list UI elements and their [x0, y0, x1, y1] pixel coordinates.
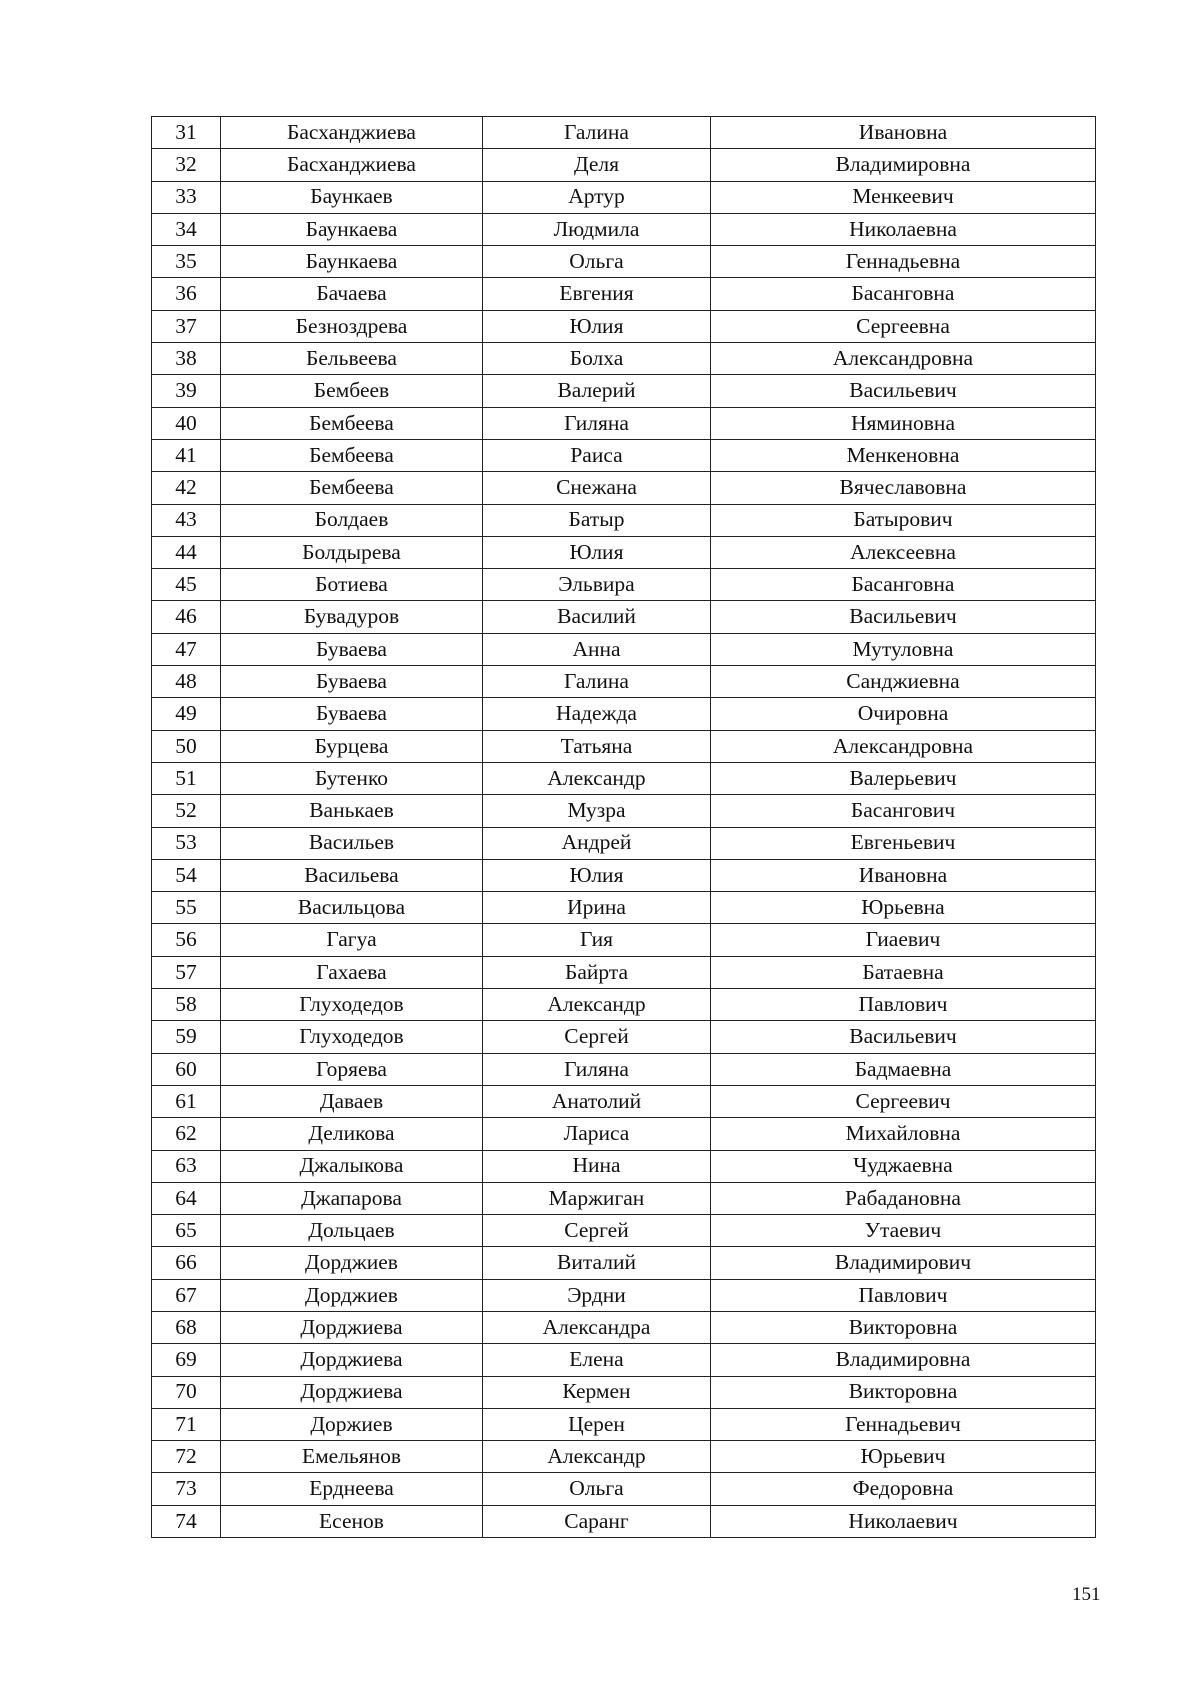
last-name-cell: Буваева — [221, 698, 483, 730]
names-table-body — [152, 117, 1096, 1538]
first-name-cell: Болха — [483, 343, 711, 375]
row-number-cell: 56 — [152, 924, 221, 956]
row-number-cell: 70 — [152, 1376, 221, 1408]
last-name-cell: Бембеева — [221, 439, 483, 471]
first-name-cell: Ирина — [483, 892, 711, 924]
patronymic-cell: Николаевна — [711, 213, 1096, 245]
last-name-cell: Болдырева — [221, 536, 483, 568]
table-row — [152, 1505, 1096, 1537]
row-number-cell: 60 — [152, 1053, 221, 1085]
row-number-cell: 35 — [152, 246, 221, 278]
first-name-cell: Александр — [483, 762, 711, 794]
patronymic-cell: Евгеньевич — [711, 827, 1096, 859]
patronymic-cell: Александровна — [711, 730, 1096, 762]
first-name-cell: Татьяна — [483, 730, 711, 762]
last-name-cell: Дорджиев — [221, 1279, 483, 1311]
row-number-cell: 41 — [152, 439, 221, 471]
patronymic-cell: Алексеевна — [711, 536, 1096, 568]
patronymic-cell: Михайловна — [711, 1118, 1096, 1150]
first-name-cell: Людмила — [483, 213, 711, 245]
first-name-cell: Ольга — [483, 246, 711, 278]
row-number-cell: 54 — [152, 859, 221, 891]
row-number-cell: 53 — [152, 827, 221, 859]
table-row — [152, 698, 1096, 730]
row-number-cell: 72 — [152, 1441, 221, 1473]
last-name-cell: Баункаева — [221, 213, 483, 245]
row-number-cell: 55 — [152, 892, 221, 924]
first-name-cell: Артур — [483, 181, 711, 213]
first-name-cell: Байрта — [483, 956, 711, 988]
table-row — [152, 278, 1096, 310]
last-name-cell: Ботиева — [221, 569, 483, 601]
names-table — [151, 116, 1096, 1538]
row-number-cell: 34 — [152, 213, 221, 245]
patronymic-cell: Вячеславовна — [711, 472, 1096, 504]
first-name-cell: Гиляна — [483, 407, 711, 439]
patronymic-cell: Сергеевна — [711, 310, 1096, 342]
table-row — [152, 569, 1096, 601]
table-row — [152, 1053, 1096, 1085]
row-number-cell: 59 — [152, 1021, 221, 1053]
patronymic-cell: Юрьевна — [711, 892, 1096, 924]
patronymic-cell: Владимирович — [711, 1247, 1096, 1279]
last-name-cell: Емельянов — [221, 1441, 483, 1473]
table-row — [152, 375, 1096, 407]
row-number-cell: 37 — [152, 310, 221, 342]
row-number-cell: 52 — [152, 795, 221, 827]
row-number-cell: 62 — [152, 1118, 221, 1150]
patronymic-cell: Ивановна — [711, 117, 1096, 149]
first-name-cell: Александр — [483, 989, 711, 1021]
patronymic-cell: Валерьевич — [711, 762, 1096, 794]
table-row — [152, 1473, 1096, 1505]
last-name-cell: Джалыкова — [221, 1150, 483, 1182]
first-name-cell: Маржиган — [483, 1182, 711, 1214]
last-name-cell: Баункаева — [221, 246, 483, 278]
first-name-cell: Елена — [483, 1344, 711, 1376]
first-name-cell: Снежана — [483, 472, 711, 504]
row-number-cell: 32 — [152, 149, 221, 181]
patronymic-cell: Федоровна — [711, 1473, 1096, 1505]
last-name-cell: Ванькаев — [221, 795, 483, 827]
patronymic-cell: Николаевич — [711, 1505, 1096, 1537]
last-name-cell: Глуходедов — [221, 989, 483, 1021]
patronymic-cell: Утаевич — [711, 1215, 1096, 1247]
last-name-cell: Бембеев — [221, 375, 483, 407]
last-name-cell: Басханджиева — [221, 117, 483, 149]
table-row — [152, 1150, 1096, 1182]
last-name-cell: Бачаева — [221, 278, 483, 310]
table-row — [152, 633, 1096, 665]
first-name-cell: Юлия — [483, 310, 711, 342]
row-number-cell: 64 — [152, 1182, 221, 1214]
table-row — [152, 310, 1096, 342]
table-row — [152, 859, 1096, 891]
first-name-cell: Анна — [483, 633, 711, 665]
patronymic-cell: Васильевич — [711, 601, 1096, 633]
first-name-cell: Музра — [483, 795, 711, 827]
last-name-cell: Ерднеева — [221, 1473, 483, 1505]
patronymic-cell: Владимировна — [711, 1344, 1096, 1376]
patronymic-cell: Павлович — [711, 1279, 1096, 1311]
first-name-cell: Лариса — [483, 1118, 711, 1150]
table-row — [152, 1021, 1096, 1053]
table-row — [152, 181, 1096, 213]
last-name-cell: Гагуа — [221, 924, 483, 956]
first-name-cell: Кермен — [483, 1376, 711, 1408]
patronymic-cell: Викторовна — [711, 1311, 1096, 1343]
first-name-cell: Валерий — [483, 375, 711, 407]
row-number-cell: 39 — [152, 375, 221, 407]
row-number-cell: 44 — [152, 536, 221, 568]
row-number-cell: 57 — [152, 956, 221, 988]
first-name-cell: Галина — [483, 666, 711, 698]
first-name-cell: Гия — [483, 924, 711, 956]
patronymic-cell: Менкеновна — [711, 439, 1096, 471]
first-name-cell: Андрей — [483, 827, 711, 859]
row-number-cell: 65 — [152, 1215, 221, 1247]
table-row — [152, 1085, 1096, 1117]
patronymic-cell: Басанговна — [711, 278, 1096, 310]
patronymic-cell: Владимировна — [711, 149, 1096, 181]
patronymic-cell: Юрьевич — [711, 1441, 1096, 1473]
row-number-cell: 71 — [152, 1408, 221, 1440]
table-row — [152, 795, 1096, 827]
table-row — [152, 666, 1096, 698]
table-row — [152, 439, 1096, 471]
first-name-cell: Василий — [483, 601, 711, 633]
row-number-cell: 42 — [152, 472, 221, 504]
last-name-cell: Буваева — [221, 666, 483, 698]
first-name-cell: Юлия — [483, 859, 711, 891]
row-number-cell: 48 — [152, 666, 221, 698]
row-number-cell: 46 — [152, 601, 221, 633]
first-name-cell: Гиляна — [483, 1053, 711, 1085]
table-row — [152, 504, 1096, 536]
table-row — [152, 246, 1096, 278]
patronymic-cell: Менкеевич — [711, 181, 1096, 213]
row-number-cell: 43 — [152, 504, 221, 536]
last-name-cell: Бувадуров — [221, 601, 483, 633]
table-row — [152, 149, 1096, 181]
last-name-cell: Джапарова — [221, 1182, 483, 1214]
table-row — [152, 1182, 1096, 1214]
table-row — [152, 213, 1096, 245]
patronymic-cell: Мутуловна — [711, 633, 1096, 665]
first-name-cell: Сергей — [483, 1021, 711, 1053]
patronymic-cell: Чуджаевна — [711, 1150, 1096, 1182]
last-name-cell: Бельвеева — [221, 343, 483, 375]
table-row — [152, 1408, 1096, 1440]
table-row — [152, 601, 1096, 633]
patronymic-cell: Александровна — [711, 343, 1096, 375]
patronymic-cell: Батырович — [711, 504, 1096, 536]
first-name-cell: Саранг — [483, 1505, 711, 1537]
row-number-cell: 50 — [152, 730, 221, 762]
last-name-cell: Баункаев — [221, 181, 483, 213]
last-name-cell: Дольцаев — [221, 1215, 483, 1247]
patronymic-cell: Викторовна — [711, 1376, 1096, 1408]
patronymic-cell: Геннадьевич — [711, 1408, 1096, 1440]
first-name-cell: Эльвира — [483, 569, 711, 601]
row-number-cell: 61 — [152, 1085, 221, 1117]
first-name-cell: Александра — [483, 1311, 711, 1343]
last-name-cell: Гахаева — [221, 956, 483, 988]
last-name-cell: Бутенко — [221, 762, 483, 794]
patronymic-cell: Гиаевич — [711, 924, 1096, 956]
patronymic-cell: Басангович — [711, 795, 1096, 827]
first-name-cell: Галина — [483, 117, 711, 149]
first-name-cell: Раиса — [483, 439, 711, 471]
patronymic-cell: Батаевна — [711, 956, 1096, 988]
row-number-cell: 67 — [152, 1279, 221, 1311]
row-number-cell: 38 — [152, 343, 221, 375]
patronymic-cell: Геннадьевна — [711, 246, 1096, 278]
row-number-cell: 73 — [152, 1473, 221, 1505]
table-row — [152, 956, 1096, 988]
patronymic-cell: Ивановна — [711, 859, 1096, 891]
row-number-cell: 66 — [152, 1247, 221, 1279]
first-name-cell: Эрдни — [483, 1279, 711, 1311]
first-name-cell: Юлия — [483, 536, 711, 568]
table-row — [152, 1344, 1096, 1376]
last-name-cell: Дорджиева — [221, 1311, 483, 1343]
last-name-cell: Буваева — [221, 633, 483, 665]
last-name-cell: Горяева — [221, 1053, 483, 1085]
last-name-cell: Бурцева — [221, 730, 483, 762]
patronymic-cell: Васильевич — [711, 375, 1096, 407]
last-name-cell: Бембеева — [221, 407, 483, 439]
row-number-cell: 68 — [152, 1311, 221, 1343]
table-row — [152, 1215, 1096, 1247]
patronymic-cell: Павлович — [711, 989, 1096, 1021]
table-row — [152, 117, 1096, 149]
table-row — [152, 762, 1096, 794]
patronymic-cell: Рабадановна — [711, 1182, 1096, 1214]
table-row — [152, 892, 1096, 924]
table-row — [152, 1247, 1096, 1279]
row-number-cell: 33 — [152, 181, 221, 213]
first-name-cell: Сергей — [483, 1215, 711, 1247]
last-name-cell: Глуходедов — [221, 1021, 483, 1053]
table-row — [152, 989, 1096, 1021]
table-row — [152, 343, 1096, 375]
table-row — [152, 1311, 1096, 1343]
last-name-cell: Васильев — [221, 827, 483, 859]
patronymic-cell: Васильевич — [711, 1021, 1096, 1053]
table-row — [152, 1279, 1096, 1311]
last-name-cell: Деликова — [221, 1118, 483, 1150]
last-name-cell: Бембеева — [221, 472, 483, 504]
table-row — [152, 827, 1096, 859]
last-name-cell: Даваев — [221, 1085, 483, 1117]
first-name-cell: Александр — [483, 1441, 711, 1473]
table-row — [152, 536, 1096, 568]
table-row — [152, 924, 1096, 956]
row-number-cell: 49 — [152, 698, 221, 730]
first-name-cell: Надежда — [483, 698, 711, 730]
table-row — [152, 1376, 1096, 1408]
row-number-cell: 31 — [152, 117, 221, 149]
patronymic-cell: Очировна — [711, 698, 1096, 730]
last-name-cell: Есенов — [221, 1505, 483, 1537]
page-number: 151 — [1072, 1584, 1101, 1605]
first-name-cell: Евгения — [483, 278, 711, 310]
last-name-cell: Доржиев — [221, 1408, 483, 1440]
last-name-cell: Болдаев — [221, 504, 483, 536]
last-name-cell: Безноздрева — [221, 310, 483, 342]
first-name-cell: Виталий — [483, 1247, 711, 1279]
row-number-cell: 36 — [152, 278, 221, 310]
row-number-cell: 58 — [152, 989, 221, 1021]
patronymic-cell: Бадмаевна — [711, 1053, 1096, 1085]
row-number-cell: 63 — [152, 1150, 221, 1182]
first-name-cell: Анатолий — [483, 1085, 711, 1117]
table-row — [152, 407, 1096, 439]
last-name-cell: Дорджиева — [221, 1376, 483, 1408]
patronymic-cell: Няминовна — [711, 407, 1096, 439]
patronymic-cell: Басанговна — [711, 569, 1096, 601]
last-name-cell: Васильева — [221, 859, 483, 891]
first-name-cell: Нина — [483, 1150, 711, 1182]
table-row — [152, 472, 1096, 504]
row-number-cell: 47 — [152, 633, 221, 665]
last-name-cell: Басханджиева — [221, 149, 483, 181]
first-name-cell: Деля — [483, 149, 711, 181]
patronymic-cell: Санджиевна — [711, 666, 1096, 698]
first-name-cell: Церен — [483, 1408, 711, 1440]
last-name-cell: Дорджиева — [221, 1344, 483, 1376]
last-name-cell: Васильцова — [221, 892, 483, 924]
last-name-cell: Дорджиев — [221, 1247, 483, 1279]
row-number-cell: 69 — [152, 1344, 221, 1376]
row-number-cell: 74 — [152, 1505, 221, 1537]
first-name-cell: Батыр — [483, 504, 711, 536]
row-number-cell: 45 — [152, 569, 221, 601]
row-number-cell: 51 — [152, 762, 221, 794]
patronymic-cell: Сергеевич — [711, 1085, 1096, 1117]
table-row — [152, 1441, 1096, 1473]
table-row — [152, 1118, 1096, 1150]
table-row — [152, 730, 1096, 762]
first-name-cell: Ольга — [483, 1473, 711, 1505]
row-number-cell: 40 — [152, 407, 221, 439]
